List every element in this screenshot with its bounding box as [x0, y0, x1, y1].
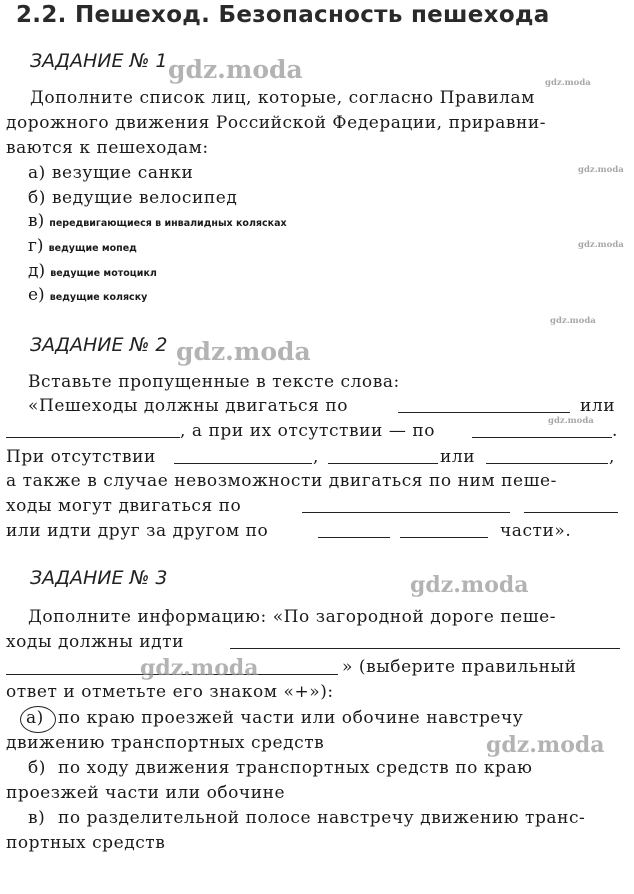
task2-text: , а при их отсутствии — по	[180, 421, 436, 441]
blank-line[interactable]	[302, 512, 510, 513]
task1-text-line: дорожного движения Российской Федерации, приравни-	[6, 113, 547, 133]
task1-heading: ЗАДАНИЕ № 1	[30, 50, 168, 72]
blank-line[interactable]	[472, 437, 612, 438]
option-letter: в)	[28, 211, 45, 231]
blank-line[interactable]	[230, 648, 620, 649]
task3-heading: ЗАДАНИЕ № 3	[30, 567, 168, 589]
watermark: gdz.moda	[548, 416, 594, 426]
task1-option	[28, 163, 193, 183]
option-letter: б)	[28, 188, 46, 208]
blank-line[interactable]	[328, 463, 438, 464]
task2-text: ,	[609, 447, 615, 467]
task3-text: ответ и отметьте его знаком «+»):	[6, 682, 334, 702]
task3-option-text: движению транспортных средств	[6, 733, 325, 753]
task2-text: или	[440, 447, 476, 467]
task2-text: или идти друг за другом по	[6, 521, 269, 541]
option-text: ведущие велосипед	[51, 188, 238, 208]
watermark: gdz.moda	[168, 55, 303, 84]
task2-text: а также в случае невозможности двигаться по ним пеше-	[6, 471, 557, 491]
task2-text: или	[580, 396, 616, 416]
watermark: gdz.moda	[550, 316, 596, 326]
option-letter: г)	[28, 236, 44, 256]
task1-option	[28, 285, 147, 305]
task1-option	[28, 261, 157, 281]
blank-line[interactable]	[400, 537, 488, 538]
option-text: везущие санки	[51, 163, 194, 183]
task1-option	[28, 211, 287, 231]
watermark: gdz.moda	[578, 240, 624, 250]
watermark: gdz.moda	[140, 655, 259, 681]
task3-option-text: проезжей части или обочине	[6, 783, 286, 803]
task1-text-line: Дополните список лиц, которые, согласно Правилам	[30, 88, 535, 108]
task3-text: ходы должны идти	[6, 632, 184, 652]
option-answer: ведущие мопед	[48, 243, 137, 254]
task1-text-line: ваются к пешеходам:	[6, 138, 209, 158]
task2-text: части».	[500, 521, 572, 541]
task3-option-letter[interactable]: в)	[28, 808, 46, 828]
task2-text: При отсутствии	[6, 447, 156, 467]
task3-option-text: по краю проезжей части или обочине навстречу	[58, 708, 524, 728]
blank-line[interactable]	[174, 463, 312, 464]
task3-text: » (выберите правильный	[342, 657, 577, 677]
blank-line[interactable]	[524, 512, 618, 513]
blank-line[interactable]	[318, 537, 390, 538]
task2-text: «Пешеходы должны двигаться по	[28, 396, 349, 416]
task3-text: Дополните информацию: «По загородной дороге пеше-	[28, 607, 557, 627]
task3-option-text: портных средств	[6, 833, 166, 853]
task3-option-text: по ходу движения транспортных средств по краю	[58, 758, 533, 778]
option-answer: передвигающиеся в инвалидных колясках	[49, 218, 287, 229]
blank-line[interactable]	[486, 463, 608, 464]
blank-line[interactable]	[398, 412, 570, 413]
option-letter: д)	[28, 261, 46, 281]
option-letter: е)	[28, 285, 45, 305]
option-answer: ведущие коляску	[49, 292, 148, 303]
task2-instruction: Вставьте пропущенные в тексте слова:	[28, 372, 400, 392]
watermark: gdz.moda	[545, 78, 591, 88]
task3-option-letter[interactable]: б)	[28, 758, 46, 778]
option-answer: ведущие мотоцикл	[50, 268, 157, 279]
page-title: 2.2. Пешеход. Безопасность пешехода	[16, 2, 550, 28]
option-letter: а)	[28, 163, 46, 183]
watermark: gdz.moda	[410, 572, 529, 598]
task1-option	[28, 236, 137, 256]
watermark: gdz.moda	[486, 732, 605, 758]
watermark: gdz.moda	[578, 165, 624, 175]
task2-text: ,	[313, 447, 319, 467]
watermark: gdz.moda	[176, 337, 311, 366]
task2-text: ходы могут двигаться по	[6, 496, 242, 516]
task1-option	[28, 188, 237, 208]
task3-option-letter[interactable]: а)	[26, 708, 44, 728]
task2-heading: ЗАДАНИЕ № 2	[30, 334, 168, 356]
blank-line[interactable]	[6, 437, 180, 438]
task2-text: .	[612, 421, 618, 441]
task3-option-text: по разделительной полосе навстречу движению транс-	[58, 808, 586, 828]
